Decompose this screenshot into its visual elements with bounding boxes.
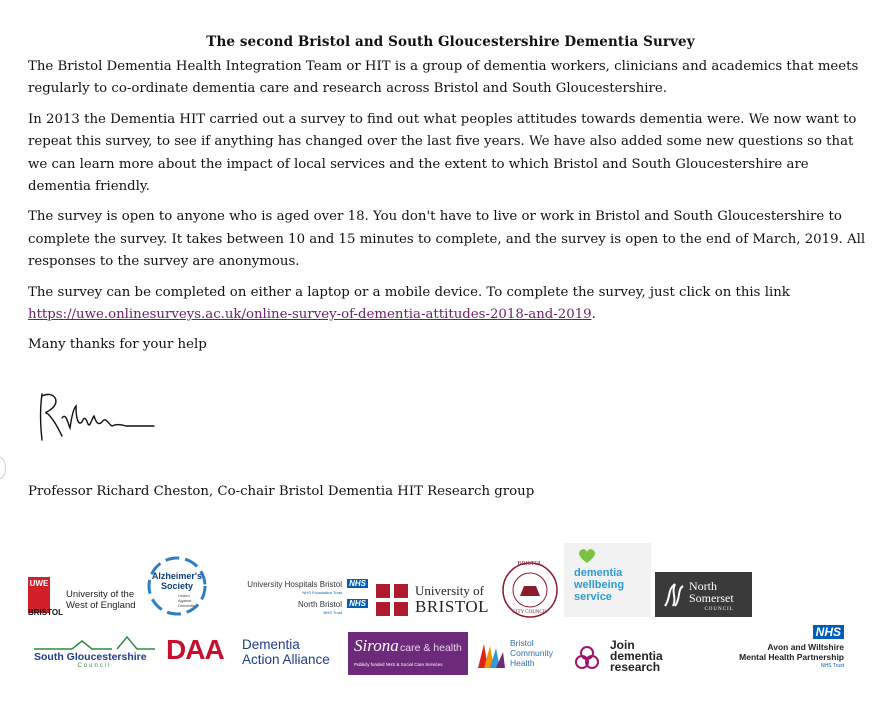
daa-abbr: DAA: [166, 634, 224, 665]
nbt-sub: NHS Trust: [323, 610, 342, 615]
dws-line2: wellbeing: [574, 579, 625, 591]
awp-nhs-badge: NHS: [813, 625, 844, 639]
sirona-tagline: Publicly funded NHS & Social Care Services: [354, 662, 443, 667]
alz-line1: Alzheimer's: [151, 571, 203, 581]
document-title: The second Bristol and South Gloucestershire Dementia Survey: [206, 34, 695, 50]
heart-hands-icon: [576, 547, 598, 565]
uob-line2: BRISTOL: [415, 597, 490, 616]
south-gloucestershire-council-logo: [32, 633, 157, 671]
dementia-action-alliance-logo: [166, 636, 344, 668]
awp-line3: NHS Trust: [820, 663, 844, 669]
uhb-sub: NHS Foundation Trust: [302, 590, 342, 595]
alz-tag3: Dementia: [178, 603, 196, 608]
sglos-line1: South Gloucestershire: [34, 651, 147, 663]
uwe-sub: BRISTOL: [28, 608, 63, 617]
jdr-circles-icon: [574, 642, 606, 674]
jdr-line3: research: [610, 660, 661, 674]
bch-fan-icon: [476, 640, 506, 670]
daa-line1: Dementia: [242, 637, 300, 652]
document-body: [28, 0, 873, 357]
ns-wave-icon: [661, 580, 687, 610]
bcc-ring-top: BRISTOL: [517, 561, 543, 567]
dws-line3: service: [574, 591, 612, 603]
nbt-name: North Bristol: [297, 600, 342, 609]
bch-line2: Community: [510, 648, 553, 658]
dementia-wellbeing-service-logo: [564, 543, 651, 617]
join-dementia-research-logo: [574, 640, 720, 676]
uhb-nhs-badge: NHS: [349, 579, 366, 588]
ns-line2: Somerset: [689, 591, 734, 605]
uwe-box-text: UWE: [29, 579, 49, 588]
author-signature-line: Professor Richard Cheston, Co-chair Bristol Dementia HIT Research group: [28, 484, 535, 499]
paragraph-link: [28, 282, 873, 327]
awp-nhs-trust-logo: [720, 625, 846, 671]
uhb-name: University Hospitals Bristol: [247, 580, 342, 589]
uwe-line1: University of the: [66, 589, 135, 600]
uwe-line2: West of England: [66, 600, 136, 611]
alz-tag2: Against: [178, 598, 192, 603]
alzheimers-society-logo: [146, 555, 208, 617]
jdr-line1: Join: [610, 638, 635, 652]
paragraph-intro: The Bristol Dementia Health Integration Team or HIT is a group of dementia workers, clinicians and academics that meets regularly to co-ordinate dementia care and research across Bristol and South Gloucestershire.: [28, 59, 859, 97]
daa-line2: Action Alliance: [242, 652, 330, 667]
uwe-logo: [28, 577, 140, 617]
nhs-trusts-logo: [222, 578, 370, 618]
sglos-bridge-icon: [32, 633, 157, 651]
survey-link[interactable]: https://uwe.onlinesurveys.ac.uk/online-survey-of-dementia-attitudes-2018-and-2019: [28, 307, 592, 323]
uob-line1: University of: [415, 583, 484, 598]
alz-line2: Society: [160, 581, 193, 591]
uob-crest-icon: [375, 583, 409, 617]
nbt-nhs-badge: NHS: [349, 599, 366, 608]
ns-line3: COUNCIL: [704, 607, 734, 612]
bristol-community-health-logo: [476, 636, 566, 672]
paragraph-eligibility: The survey is open to anyone who is aged over 18. You don't have to live or work in Bristol and South Gloucestershire to complete the survey. It takes between 10 and 15 minutes to complete, and the survey is open to the end of March, 2019. All responses to the survey are anonymous.: [28, 209, 866, 270]
alz-tag1: United: [178, 593, 190, 598]
north-somerset-council-logo: [655, 572, 752, 617]
awp-line1: Avon and Wiltshire: [767, 642, 844, 652]
link-intro-text: The survey can be completed on either a laptop or a mobile device. To complete the survey, just click on this link: [28, 284, 790, 300]
margin-handle[interactable]: [0, 457, 6, 479]
bcc-ring-bottom: CITY COUNCIL: [512, 610, 548, 615]
handwritten-signature: [36, 388, 166, 448]
link-period: .: [591, 307, 596, 323]
sirona-rest: care & health: [400, 642, 462, 654]
paragraph-thanks: Many thanks for your help: [28, 337, 207, 353]
paragraph-history: In 2013 the Dementia HIT carried out a survey to find out what peoples attitudes towards dementia were. We now want to repeat this survey, to see if anything has changed over the last five years. We have also added some new questions so that we can learn more about the impact of local services and the extent to which Bristol and South Gloucestershire are dementia friendly.: [28, 111, 857, 195]
jdr-line2: dementia: [610, 649, 663, 663]
sglos-line2: Council: [77, 663, 112, 669]
ns-line1: North: [689, 579, 717, 593]
bch-line3: Health: [510, 658, 535, 668]
awp-line2: Mental Health Partnership: [739, 652, 844, 662]
dws-line1: dementia: [574, 567, 623, 579]
university-of-bristol-logo: [375, 581, 497, 619]
sirona-care-health-logo: [348, 632, 468, 675]
bch-line1: Bristol: [510, 638, 534, 648]
bristol-city-council-logo: [500, 560, 560, 620]
sirona-name: Sirona: [354, 636, 399, 655]
